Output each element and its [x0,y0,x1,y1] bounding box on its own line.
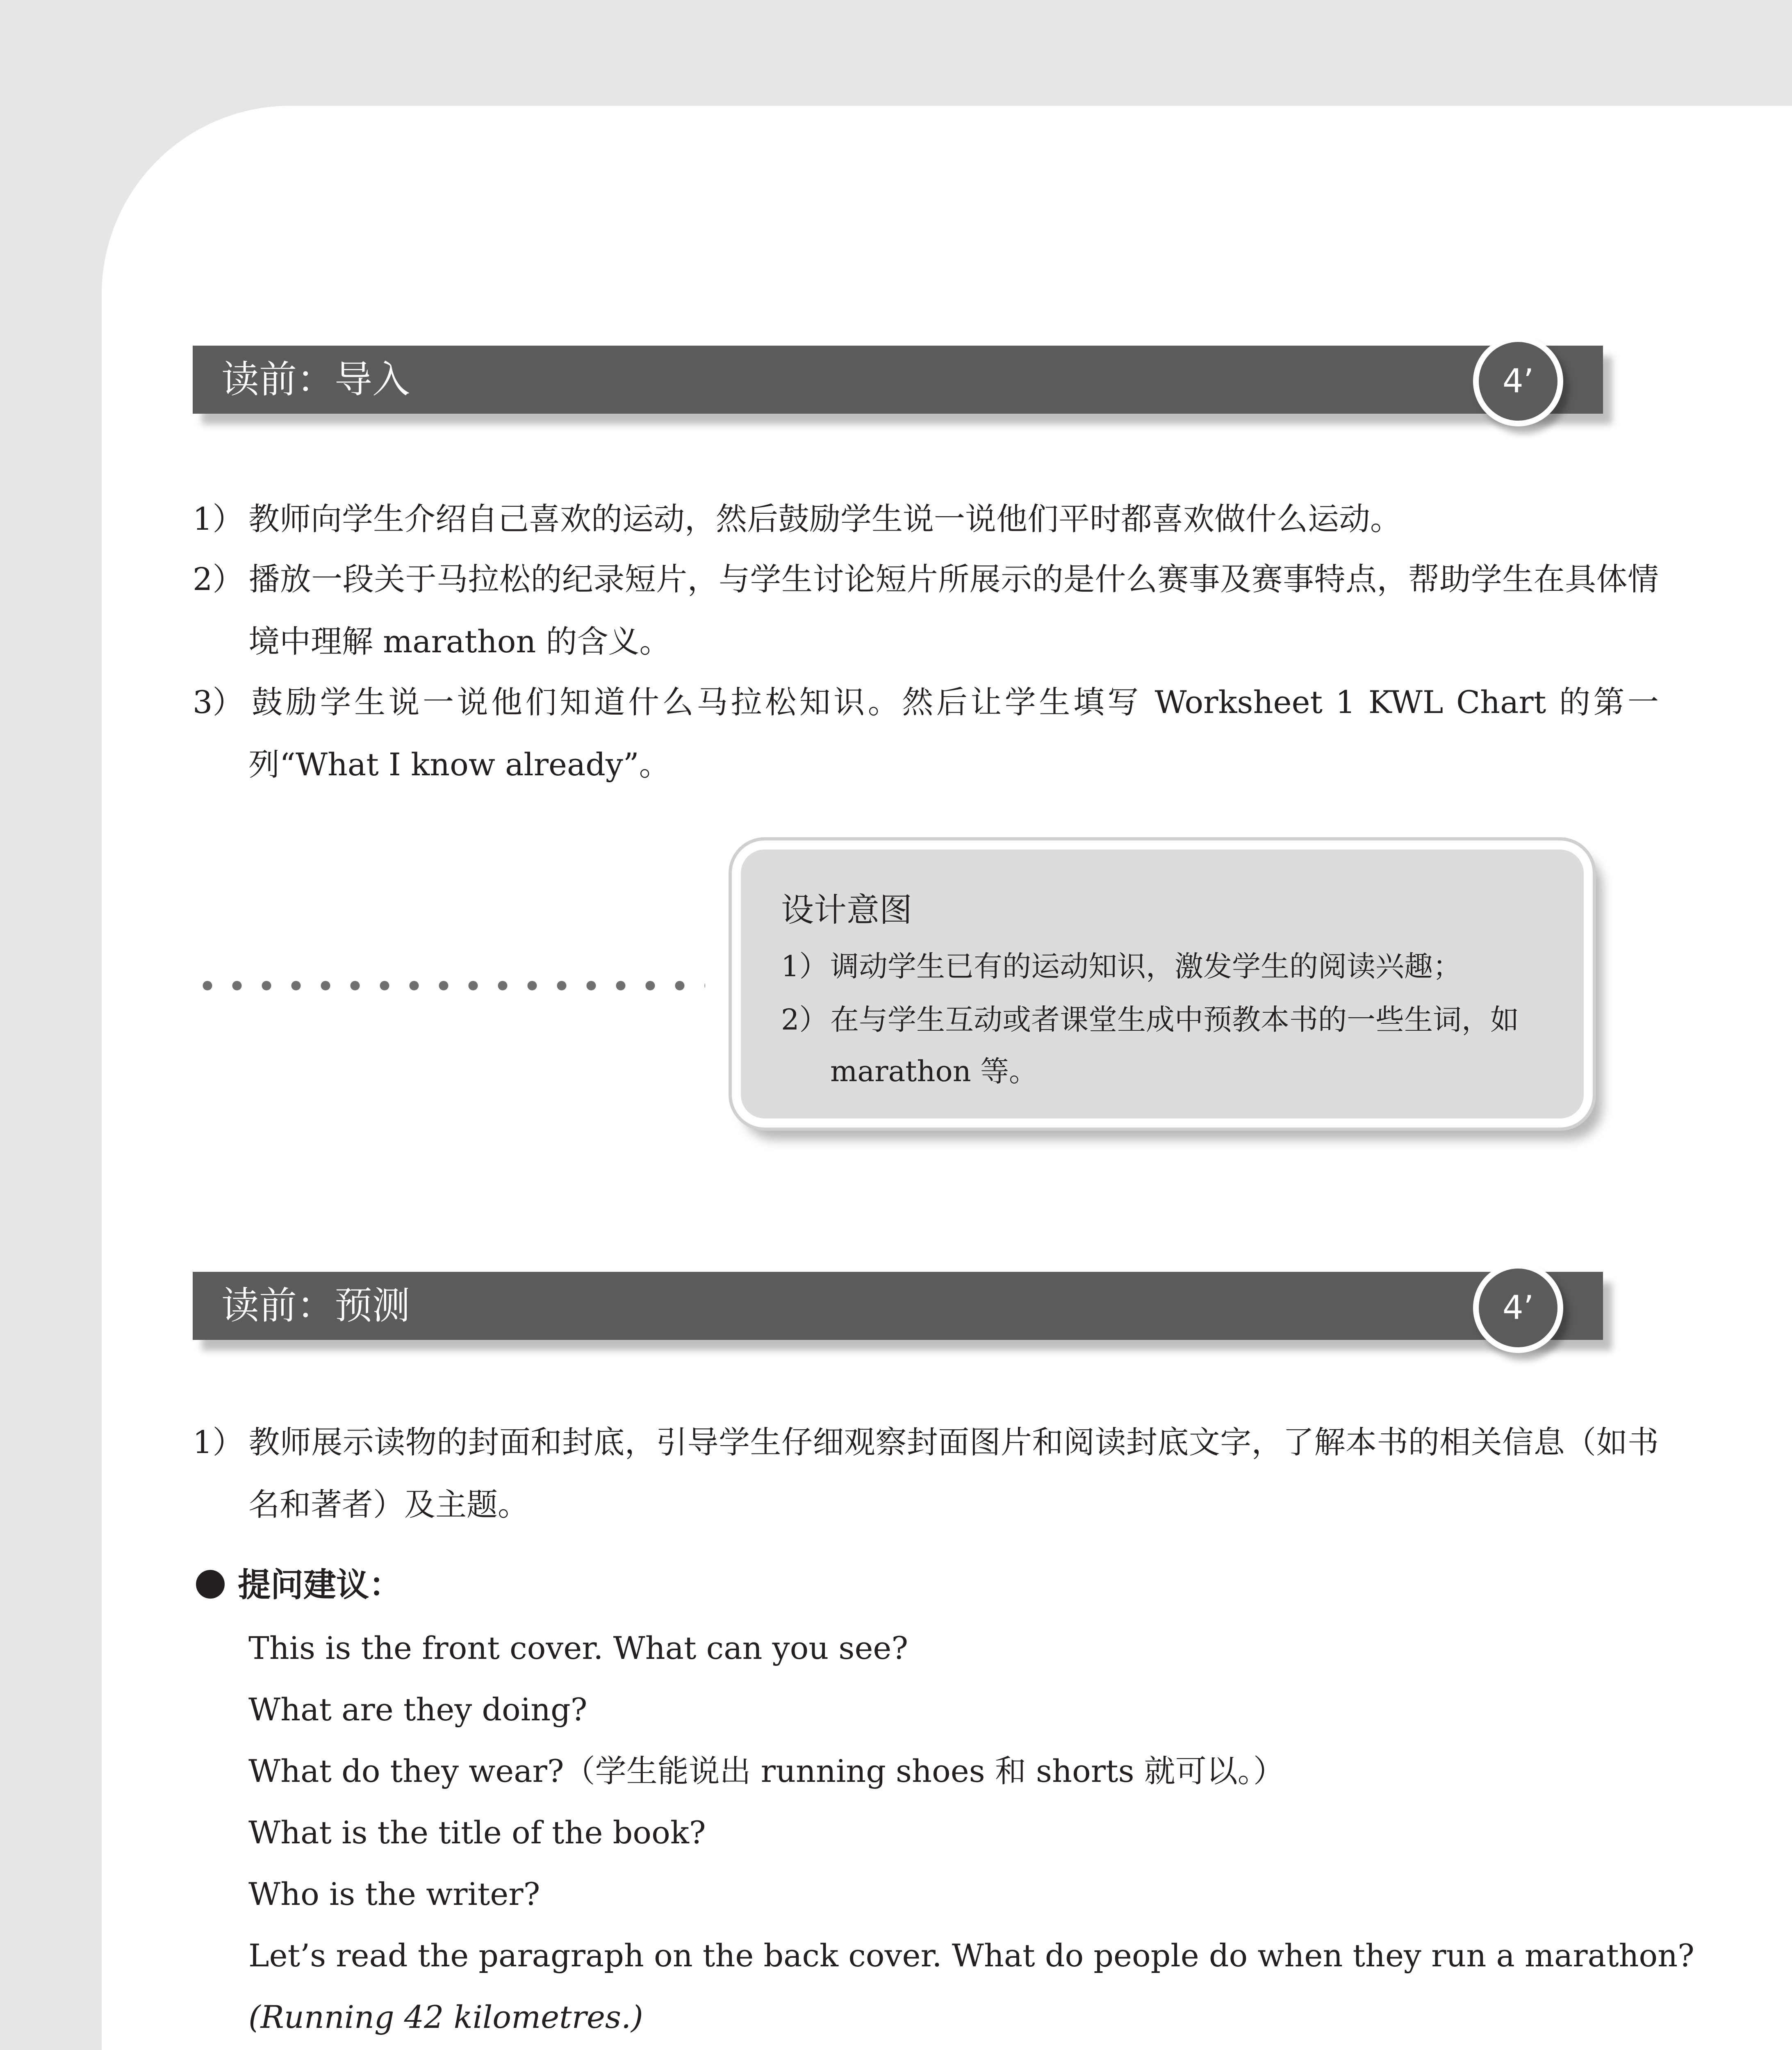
time-badge: 4’ [1473,1263,1563,1353]
question-suggestions-heading: 提问建议： [196,1562,402,1608]
question-line: Let’s read the paragraph on the back cover. What do people do when they run a marathon? [248,1937,1694,1974]
list-item: 1）调动学生已有的运动知识，激发学生的阅读兴趣； [781,950,1462,983]
question-line: This is the front cover. What can you see? [248,1630,909,1666]
time-badge: 4’ [1473,336,1563,426]
list-item: 1） 教师向学生介绍自己喜欢的运动，然后鼓励学生说一说他们平时都喜欢做什么运动。 [193,501,1401,537]
question-line: What is the title of the book? [248,1814,706,1851]
answer-line: (Running 42 kilometres.) [248,1999,643,2035]
section-title: 读前：导入 [221,358,410,401]
section-header-prediction [193,1272,1603,1340]
list-item: 1） 教师展示读物的封面和封底，引导学生仔细观察封面图片和阅读封底文字，了解本书的相关信息（如书名和著者）及主题。 [193,1424,1659,1523]
design-intent-box [732,840,1593,1128]
list-item: 2）在与学生互动或者课堂生成中预教本书的一些生词，如 marathon 等。 [781,1003,1519,1088]
question-line: What are they doing? [248,1691,587,1728]
bullet-dot-icon [196,1570,225,1599]
question-line: What do they wear?（学生能说出 running shoes 和 shorts 就可以。） [248,1753,1284,1789]
section-title: 读前：预测 [221,1284,410,1328]
dotted-leader [193,981,705,991]
section-header-lead-in [193,346,1603,414]
list-item: 3） 鼓励学生说一说他们知道什么马拉松知识。然后让学生填写 Worksheet 1 KWL Chart 的第一列“What I know already”。 [193,684,1659,783]
design-intent-title: 设计意图 [781,891,912,929]
list-item: 2） 播放一段关于马拉松的纪录短片，与学生讨论短片所展示的是什么赛事及赛事特点，帮助学生在具体情境中理解 marathon 的含义。 [193,561,1659,660]
question-line: Who is the writer? [248,1876,540,1912]
